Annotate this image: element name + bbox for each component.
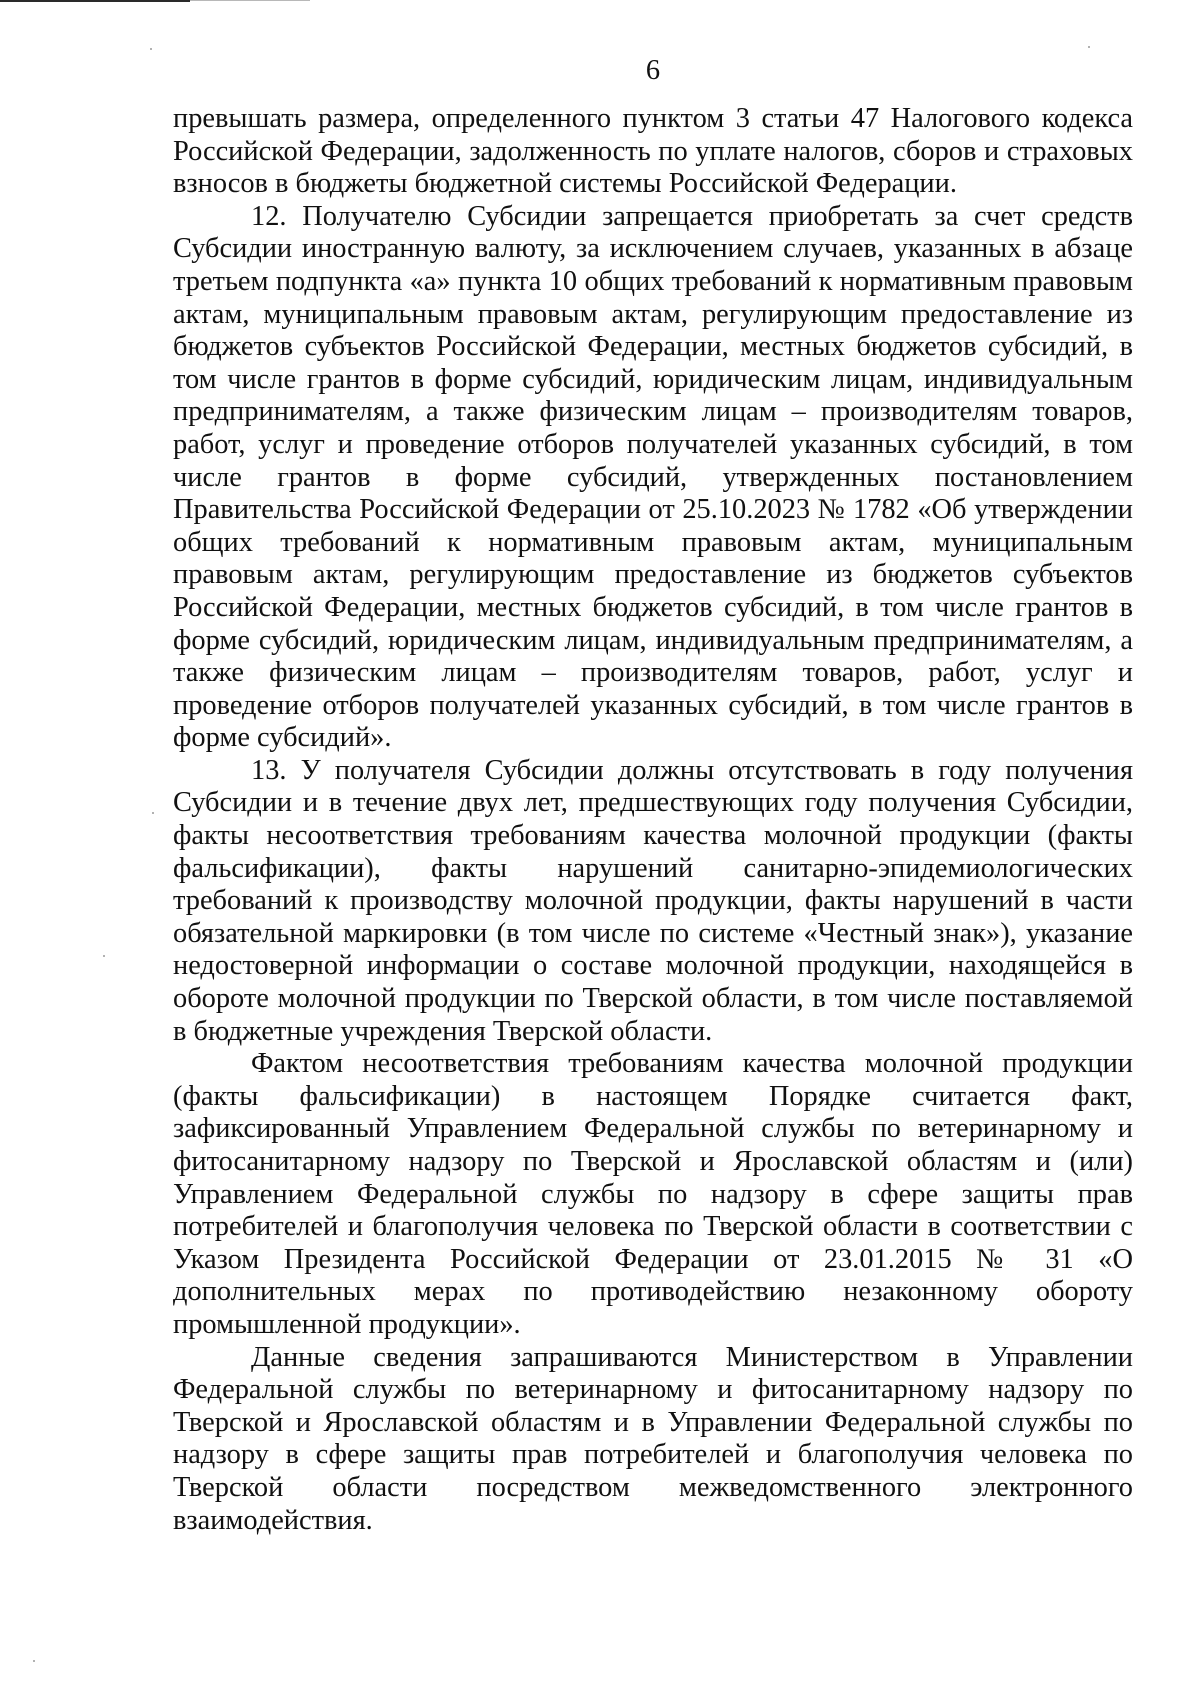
paragraph-continuation: превышать размера, определенного пунктом 3 статьи 47 Налогового кодекса Российской Федерации, задолженность по уплате налогов, сборов и страховых взносов в бюджеты бюджетной системы Российской Федерации.	[173, 103, 1133, 200]
scan-edge-line	[0, 0, 190, 2]
scan-speck	[152, 812, 154, 814]
page-number: 6	[645, 55, 661, 86]
scan-speck	[150, 48, 152, 50]
scan-speck	[33, 1660, 35, 1662]
paragraph-item-12: 12. Получателю Субсидии запрещается приобретать за счет средств Субсидии иностранную валюту, за исключением случаев, указанных в абзаце третьем подпункта «а» пункта 10 общих требований к нормативным правовым актам, муниципальным правовым актам, регулирующим предоставление из бюджетов субъектов Российской Федерации, местных бюджетов субсидий, в том числе грантов в форме субсидий, юридическим лицам, индивидуальным предпринимателям, а также физическим лицам – производителям товаров, работ, услуг и проведение отборов получателей указанных субсидий, в том числе грантов в форме субсидий, утвержденных постановлением Правительства Российской Федерации от 25.10.2023 № 1782 «Об утверждении общих требований к нормативным правовым актам, муниципальным правовым актам, регулирующим предоставление из бюджетов субъектов Российской Федерации, местных бюджетов субсидий, в том числе грантов в форме субсидий, юридическим лицам, индивидуальным предпринимателям, а также физическим лицам – производителям товаров, работ, услуг и проведение отборов получателей указанных субсидий, в том числе грантов в форме субсидий».	[173, 200, 1133, 754]
scan-edge-line-faint	[190, 0, 310, 1]
paragraph-fact-definition: Фактом несоответствия требованиям качества молочной продукции (факты фальсификации) в настоящем Порядке считается факт, зафиксированный Управлением Федеральной службы по ветеринарному и фитосанитарному надзору по Тверской и Ярославской областям и (или) Управлением Федеральной службы по надзору в сфере защиты прав потребителей и благополучия человека по Тверской области в соответствии с Указом Президента Российской Федерации от 23.01.2015 № 31 «О дополнительных мерах по противодействию незаконному обороту промышленной продукции».	[173, 1048, 1133, 1340]
document-page	[173, 55, 1133, 1537]
paragraph-item-13: 13. У получателя Субсидии должны отсутствовать в году получения Субсидии и в течение двух лет, предшествующих году получения Субсидии, факты несоответствия требованиям качества молочной продукции (факты фальсификации), факты нарушений санитарно-эпидемиологических требований к производству молочной продукции, факты нарушений в части обязательной маркировки (в том числе по системе «Честный знак»), указание недостоверной информации о составе молочной продукции, находящейся в обороте молочной продукции по Тверской области, в том числе поставляемой в бюджетные учреждения Тверской области.	[173, 754, 1133, 1047]
scan-speck	[103, 955, 105, 957]
scan-speck	[1088, 46, 1090, 48]
paragraph-data-request: Данные сведения запрашиваются Министерством в Управлении Федеральной службы по ветеринарному и фитосанитарному надзору по Тверской и Ярославской областям и в Управлении Федеральной службы по надзору в сфере защиты прав потребителей и благополучия человека по Тверской области посредством межведомственного электронного взаимодействия.	[173, 1341, 1133, 1536]
